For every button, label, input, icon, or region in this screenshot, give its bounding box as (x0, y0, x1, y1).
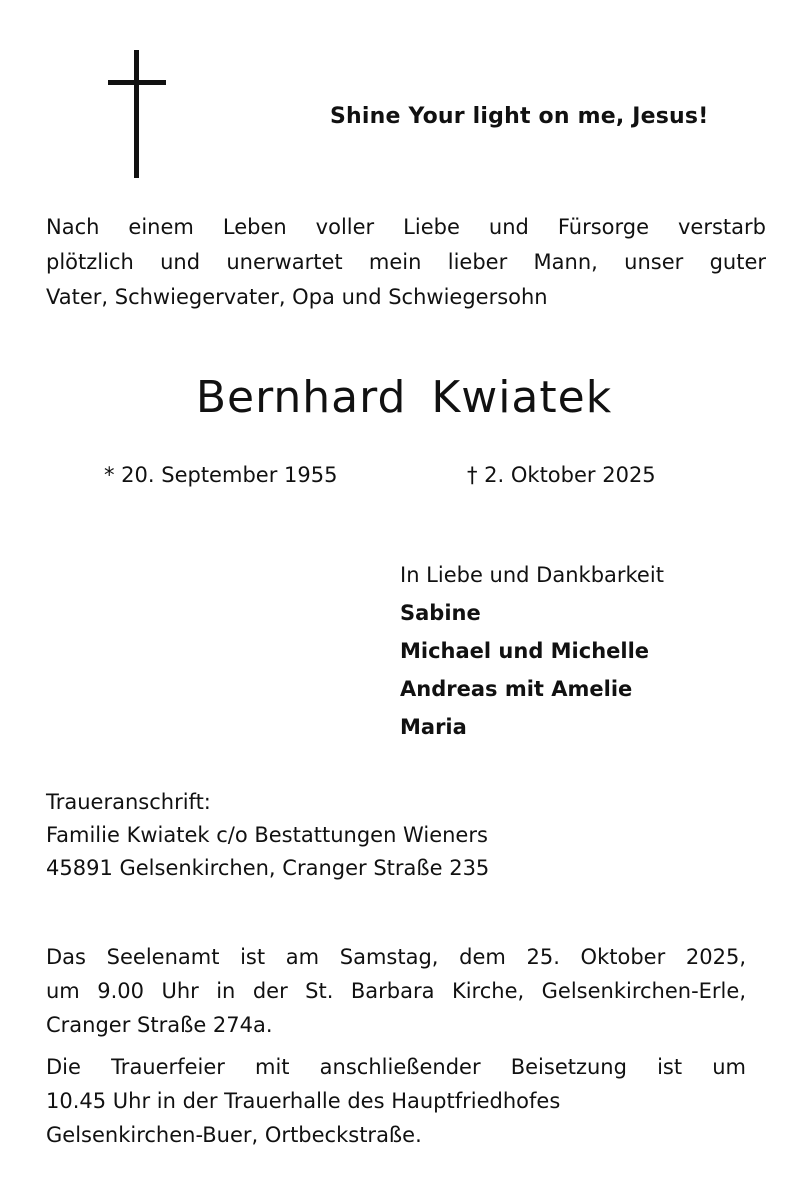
funeral-ceremony-info (46, 1050, 746, 1152)
family-member: Michael und Michelle (400, 639, 650, 663)
intro-text (46, 210, 766, 315)
family-member: Sabine (400, 601, 481, 625)
cross-horizontal-bar (108, 80, 166, 85)
death-date: † 2. Oktober 2025 (467, 463, 656, 487)
mass-line: Cranger Straße 274a. (46, 1013, 273, 1037)
mourning-address (46, 786, 489, 885)
mass-line: um 9.00 Uhr in der St. Barbara Kirche, Gelsenkirchen-Erle, (46, 979, 746, 1003)
cross-vertical-bar (134, 50, 139, 178)
intro-line: Nach einem Leben voller Liebe und Fürsorge verstarb (46, 215, 766, 239)
family-intro: In Liebe und Dankbarkeit (400, 563, 664, 587)
family-member: Maria (400, 715, 467, 739)
intro-line: Vater, Schwiegervater, Opa und Schwiegersohn (46, 285, 548, 309)
motto: Shine Your light on me, Jesus! (330, 104, 709, 129)
funeral-line: Die Trauerfeier mit anschließender Beisetzung ist um (46, 1055, 746, 1079)
address-line: 45891 Gelsenkirchen, Cranger Straße 235 (46, 856, 490, 880)
intro-line: plötzlich und unerwartet mein lieber Mann, unser guter (46, 250, 766, 274)
birth-date: * 20. September 1955 (104, 463, 338, 487)
family-signature (400, 556, 664, 746)
mass-line: Das Seelenamt ist am Samstag, dem 25. Oktober 2025, (46, 945, 746, 969)
funeral-line: Gelsenkirchen-Buer, Ortbeckstraße. (46, 1123, 422, 1147)
address-label: Traueranschrift: (46, 790, 211, 814)
family-member: Andreas mit Amelie (400, 677, 633, 701)
address-line: Familie Kwiatek c/o Bestattungen Wieners (46, 823, 488, 847)
cross-icon (108, 50, 166, 178)
deceased-name: Bernhard Kwiatek (195, 372, 613, 423)
funeral-line: 10.45 Uhr in der Trauerhalle des Hauptfriedhofes (46, 1089, 561, 1113)
requiem-mass-info (46, 940, 746, 1042)
